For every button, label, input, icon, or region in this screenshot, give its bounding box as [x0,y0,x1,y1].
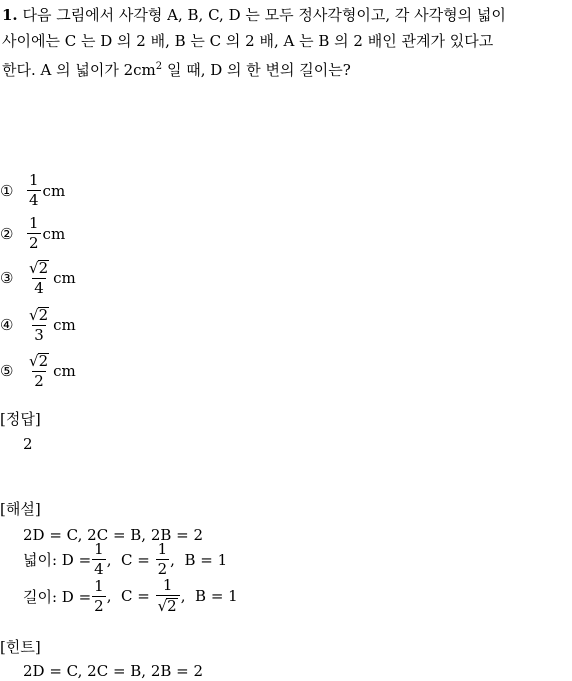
option-4-fraction [27,307,51,343]
radical-sign: √ [29,352,39,370]
unit: cm [42,181,66,200]
explanation-line-3 [23,578,238,614]
fraction [156,578,180,614]
option-2-mark: ② [0,224,14,243]
explanation-label: [해설] [0,500,41,518]
option-2[interactable] [0,216,65,251]
unit: cm [53,316,76,334]
expr-mid: , C = [106,587,155,605]
unit: cm [53,269,76,287]
fraction [92,542,106,577]
denominator: 3 [34,326,44,344]
question-line-3-end: 일 때, D 의 한 변의 길이는? [162,61,351,79]
option-3[interactable] [0,260,76,296]
option-1-mark: ① [0,181,14,200]
option-1[interactable] [0,173,65,208]
denominator: 4 [29,191,39,209]
radical-sign: √ [29,259,39,277]
option-4-mark: ④ [0,316,14,334]
answer-label: [정답] [0,410,41,428]
expr-prefix: 넓이: D = [23,551,92,569]
unit: cm [53,362,76,380]
hint-label: [힌트] [0,638,41,656]
square-root [156,595,180,614]
radicand: 2 [38,352,49,370]
option-3-fraction [27,260,51,296]
denominator: 4 [34,279,44,297]
radical-sign: √ [29,306,39,324]
question-number: 1. [2,6,18,24]
explanation-line-1: 2D = C, 2C = B, 2B = 2 [23,526,204,544]
superscript: 2 [155,61,163,72]
option-1-fraction [27,173,41,208]
radical-sign: √ [157,597,168,615]
numerator: 1 [94,540,104,558]
denominator: 2 [34,372,44,390]
numerator: 1 [162,576,173,594]
fraction [92,576,106,615]
question-line-3: 한다. A 의 넓이가 2cm [2,61,156,79]
expr-end: , B = 1 [170,550,228,569]
numerator: 1 [157,540,168,558]
option-5-mark: ⑤ [0,362,14,380]
option-4[interactable] [0,307,76,343]
expr-mid: , C = [106,550,155,569]
denominator: 4 [94,560,104,578]
explanation-line-2 [23,542,227,577]
answer-value: 2 [23,435,33,453]
option-3-mark: ③ [0,269,14,287]
square-root [27,260,51,278]
question-line-1: 다음 그림에서 사각형 A, B, C, D 는 모두 정사각형이고, 각 사각형의 넓이 [22,6,506,24]
denominator: 2 [94,596,104,615]
expr-end: , B = 1 [180,587,238,605]
option-2-fraction [27,216,41,251]
option-5-fraction [27,353,51,389]
expr-prefix: 길이: D = [23,587,92,606]
numerator: 1 [94,576,104,595]
numerator: 1 [29,171,39,189]
question-text [2,2,570,83]
radicand: 2 [38,259,49,277]
square-root [27,353,51,371]
hint-line-1: 2D = C, 2C = B, 2B = 2 [23,662,204,680]
numerator: 1 [29,214,39,232]
radicand: 2 [38,306,49,324]
denominator: 2 [29,234,39,252]
denominator: 2 [157,560,168,578]
radicand: 2 [167,597,177,615]
fraction [156,542,170,577]
unit: cm [42,224,66,243]
question-line-2: 사이에는 C 는 D 의 2 배, B 는 C 의 2 배, A 는 B 의 2 배인 관계가 있다고 [2,32,494,50]
option-5[interactable] [0,353,76,389]
square-root [27,307,51,325]
